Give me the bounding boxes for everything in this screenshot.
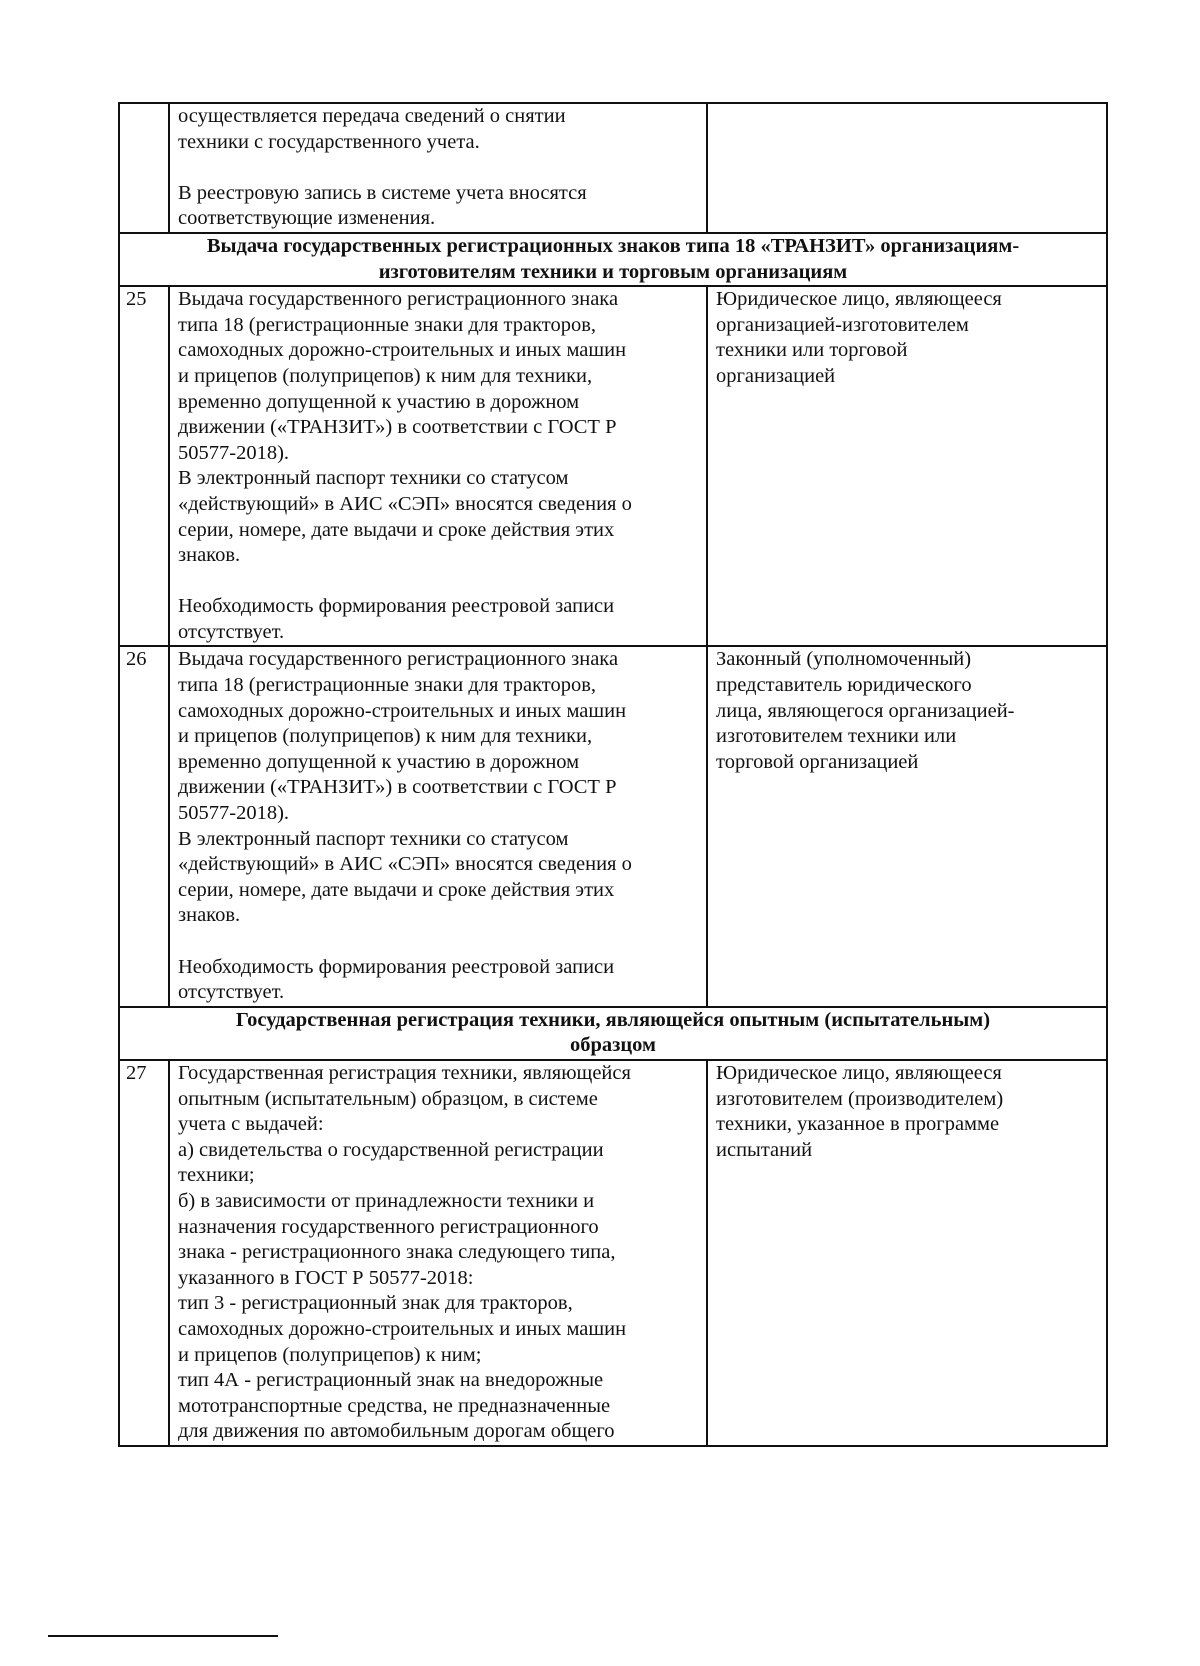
description-line: а) свидетельства о государственной регистрации <box>178 1138 604 1161</box>
applicant-line: лица, являющегося организацией- <box>716 699 1015 722</box>
description-line: временно допущенной к участию в дорожном <box>178 390 580 413</box>
continued-row <box>119 103 1107 233</box>
applicant-description <box>707 1060 1107 1446</box>
paragraph-gap <box>178 569 698 595</box>
description-line: и прицепов (полуприцепов) к ним; <box>178 1343 482 1366</box>
description-line: движении («ТРАНЗИТ») в соответствии с ГОСТ Р <box>178 416 617 439</box>
applicant-line: организацией-изготовителем <box>716 313 969 336</box>
description-line: 50577-2018). <box>178 441 290 464</box>
description-line: б) в зависимости от принадлежности техники и <box>178 1189 595 1212</box>
description-line: отсутствует. <box>178 981 285 1004</box>
description-line: 50577-2018). <box>178 802 290 825</box>
section-heading-line: Государственная регистрация техники, являющейся опытным (испытательным) <box>235 1008 991 1031</box>
section-header-row <box>119 1007 1107 1060</box>
description-line: В реестровую запись в системе учета вносятся <box>178 181 587 204</box>
description-line: знаков. <box>178 904 241 927</box>
description-line: тип 4А - регистрационный знак на внедорожные <box>178 1369 604 1392</box>
description-line: Необходимость формирования реестровой записи <box>178 955 615 978</box>
description-line: Государственная регистрация техники, являющейся <box>178 1061 631 1084</box>
applicant-description <box>707 103 1107 233</box>
table-row <box>119 1060 1107 1446</box>
applicant-line: испытаний <box>716 1138 813 1161</box>
description-line: техники с государственного учета. <box>178 130 480 153</box>
applicant-line: организацией <box>716 364 836 387</box>
description-line: самоходных дорожно-строительных и иных машин <box>178 1317 627 1340</box>
applicant-line: техники или торговой <box>716 339 908 362</box>
description-line: и прицепов (полуприцепов) к ним для техники, <box>178 725 593 748</box>
applicant-description <box>707 286 1107 646</box>
description-line: указанного в ГОСТ Р 50577-2018: <box>178 1266 474 1289</box>
description-line: для движения по автомобильным дорогам общего <box>178 1420 615 1443</box>
description-line: серии, номере, дате выдачи и сроке действия этих <box>178 878 615 901</box>
description-line: техники; <box>178 1164 255 1187</box>
applicant-description <box>707 646 1107 1006</box>
applicant-line: Юридическое лицо, являющееся <box>716 288 1002 311</box>
row-number <box>119 103 169 233</box>
description-line: движении («ТРАНЗИТ») в соответствии с ГОСТ Р <box>178 776 617 799</box>
description-line: В электронный паспорт техники со статусом <box>178 467 569 490</box>
description-line: и прицепов (полуприцепов) к ним для техники, <box>178 364 593 387</box>
row-number: 25 <box>119 286 169 646</box>
description-line: типа 18 (регистрационные знаки для тракторов, <box>178 674 597 697</box>
description-line: учета с выдачей: <box>178 1113 324 1136</box>
row-number: 27 <box>119 1060 169 1446</box>
description-line: Необходимость формирования реестровой записи <box>178 595 615 618</box>
description-line: «действующий» в АИС «СЭП» вносятся сведения о <box>178 492 632 515</box>
service-description <box>169 1060 707 1446</box>
description-line: самоходных дорожно-строительных и иных машин <box>178 339 627 362</box>
applicant-line: изготовителем техники или <box>716 725 957 748</box>
section-header-row <box>119 233 1107 286</box>
applicant-line: техники, указанное в программе <box>716 1113 1000 1136</box>
section-heading-line: Выдача государственных регистрационных знаков типа 18 «ТРАНЗИТ» организациям- <box>206 234 1020 257</box>
applicant-line: Юридическое лицо, являющееся <box>716 1061 1002 1084</box>
description-line: самоходных дорожно-строительных и иных машин <box>178 699 627 722</box>
table-row <box>119 646 1107 1006</box>
applicant-line: Законный (уполномоченный) <box>716 648 972 671</box>
description-line: серии, номере, дате выдачи и сроке действия этих <box>178 518 615 541</box>
paragraph-gap <box>178 929 698 955</box>
description-line: Выдача государственного регистрационного знака <box>178 288 619 311</box>
footnote-separator <box>48 1635 278 1637</box>
description-line: знака - регистрационного знака следующего типа, <box>178 1241 616 1264</box>
description-line: назначения государственного регистрационного <box>178 1215 599 1238</box>
table-row <box>119 286 1107 646</box>
paragraph-gap <box>178 155 698 181</box>
section-heading <box>119 233 1107 286</box>
description-line: мототранспортные средства, не предназначенные <box>178 1394 611 1417</box>
description-line: осуществляется передача сведений о снятии <box>178 105 566 127</box>
applicant-line: торговой организацией <box>716 750 919 773</box>
applicant-line: изготовителем (производителем) <box>716 1087 1004 1110</box>
section-heading <box>119 1007 1107 1060</box>
description-line: временно допущенной к участию в дорожном <box>178 750 580 773</box>
row-number: 26 <box>119 646 169 1006</box>
table-body <box>119 103 1107 1446</box>
section-heading-line: изготовителям техники и торговым организациям <box>378 260 848 283</box>
description-line: В электронный паспорт техники со статусом <box>178 827 569 850</box>
service-description <box>169 103 707 233</box>
description-line: отсутствует. <box>178 620 285 643</box>
description-line: соответствующие изменения. <box>178 207 436 230</box>
applicant-line: представитель юридического <box>716 674 972 697</box>
description-line: тип 3 - регистрационный знак для тракторов, <box>178 1292 573 1315</box>
description-line: опытным (испытательным) образцом, в системе <box>178 1087 598 1110</box>
section-heading-line: образцом <box>569 1034 657 1057</box>
description-line: знаков. <box>178 544 241 567</box>
services-table <box>118 102 1108 1447</box>
service-description <box>169 646 707 1006</box>
service-description <box>169 286 707 646</box>
description-line: Выдача государственного регистрационного знака <box>178 648 619 671</box>
description-line: типа 18 (регистрационные знаки для тракторов, <box>178 313 597 336</box>
description-line: «действующий» в АИС «СЭП» вносятся сведения о <box>178 853 632 876</box>
